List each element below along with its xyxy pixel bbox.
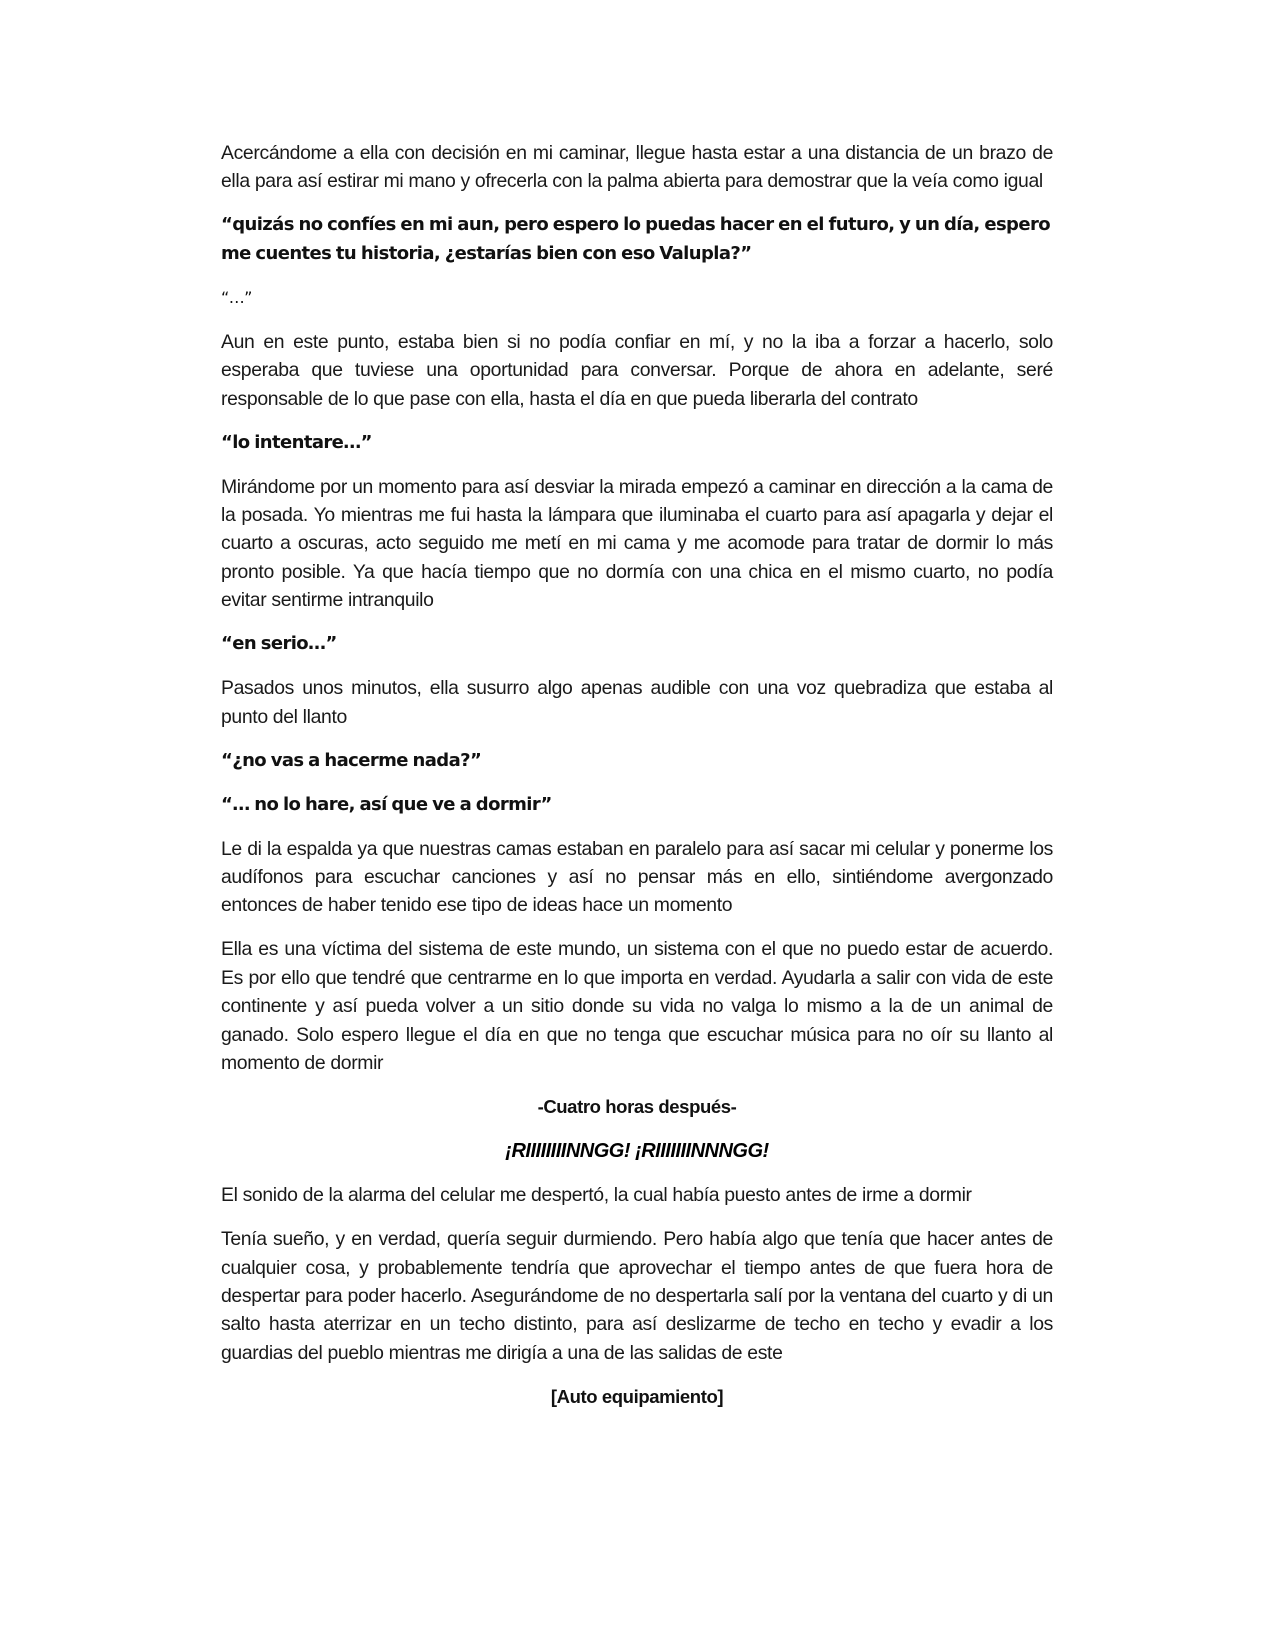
dialogue-line: “…” (221, 287, 252, 307)
dialogue-line: “en serio…” (221, 633, 337, 655)
narrative-paragraph: Pasados unos minutos, ella susurro algo apenas audible con una voz quebradiza que estaba al punto del llanto (221, 677, 1053, 728)
dialogue-line: “lo intentare…” (221, 431, 372, 453)
narrative-paragraph: Aun en este punto, estaba bien si no podía confiar en mí, y no la iba a forzar a hacerlo, solo esperaba que tuviese una oportunidad para conversar. Porque de ahora en adelante, seré responsable de lo que pase con ella, hasta el día en que pueda liberarla del contrato (221, 330, 1053, 410)
sound-effect: ¡RIIIIIIIINNGG! ¡RIIIIIIINNNGG! (505, 1140, 769, 1163)
narrative-paragraph: Ella es una víctima del sistema de este mundo, un sistema con el que no puedo estar de acuerdo. Es por ello que tendré que centrarme en lo que importa en verdad. Ayudarla a salir con vida de este continente y así pueda volver a un sitio donde su vida no valga lo mismo a la de un animal de ganado. Solo espero llegue el día en que no tenga que escuchar música para no oír su llanto al momento de dormir (221, 938, 1053, 1075)
scene-break-heading: -Cuatro horas después- (537, 1096, 737, 1118)
narrative-paragraph: Tenía sueño, y en verdad, quería seguir durmiendo. Pero había algo que tenía que hacer antes de cualquier cosa, y probablemente tendría que aprovechar el tiempo antes de que fuera hora de despertar para poder hacerlo. Asegurándome de no despertarla salí por la ventana del cuarto y di un salto hasta aterrizar en un techo distinto, para así deslizarme de techo en techo y evadir a los guardias del pueblo mientras me dirigía a una de las salidas de este (221, 1228, 1053, 1364)
dialogue-line: “quizás no confíes en mi aun, pero espero lo puedas hacer en el futuro, y un día, espero me cuentes tu historia, ¿estarías bien con eso Valupla?” (221, 214, 1050, 264)
dialogue-line: “¿no vas a hacerme nada?” (221, 749, 482, 771)
dialogue-line: “… no lo hare, así que ve a dormir” (221, 793, 552, 815)
skill-heading: [Auto equipamiento] (550, 1385, 724, 1407)
narrative-paragraph: Mirándome por un momento para así desviar la mirada empezó a caminar en dirección a la cama de la posada. Yo mientras me fui hasta la lámpara que iluminaba el cuarto para así apagarla y dejar el cuarto a oscuras, acto seguido me metí en mi cama y me acomode para tratar de dormir lo más pronto posible. Ya que hacía tiempo que no dormía con una chica en el mismo cuarto, no podía evitar sentirme intranquilo (221, 475, 1053, 612)
narrative-paragraph: Le di la espalda ya que nuestras camas estaban en paralelo para así sacar mi celular y ponerme los audífonos para escuchar canciones y así no pensar más en ello, sintiéndome avergonzado entonces de haber tenido ese tipo de ideas hace un momento (221, 837, 1053, 917)
narrative-paragraph: Acercándome a ella con decisión en mi caminar, llegue hasta estar a una distancia de un brazo de ella para así estirar mi mano y ofrecerla con la palma abierta para demostrar que la veía como igual (221, 142, 1053, 193)
document-page (221, 139, 1053, 1427)
narrative-paragraph: El sonido de la alarma del celular me despertó, la cual había puesto antes de irme a dormir (221, 1184, 972, 1207)
